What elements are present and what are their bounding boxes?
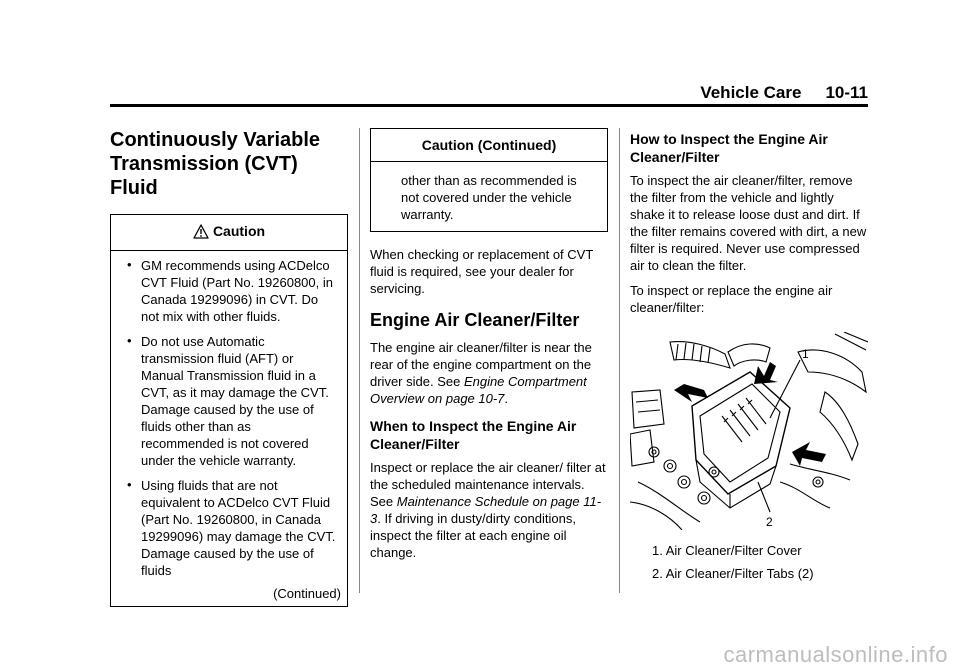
how-to-inspect-text: To inspect the air cleaner/filter, remove the filter from the vehicle and lightly shake it to release loose dust and dirt. If the filter remains covered with dirt, a new filter is required. Never use compressed air to clean the filter. bbox=[630, 173, 867, 273]
caution-item bbox=[125, 333, 337, 469]
cvt-title-line1: Continuously Variable bbox=[110, 129, 321, 151]
caution-continued-box bbox=[370, 128, 608, 232]
how-to-inspect-title: How to Inspect the Engine Air Cleaner/Filter bbox=[630, 131, 828, 165]
bullet-icon: • bbox=[127, 333, 132, 348]
when-to-inspect-title: When to Inspect the Engine Air Cleaner/Filter bbox=[370, 418, 577, 452]
engine-air-cleaner-title: Engine Air Cleaner/Filter bbox=[370, 310, 580, 330]
caption-item: 2. Air Cleaner/Filter Tabs (2) bbox=[652, 566, 814, 581]
caution-item-text: Using fluids that are not equivalent to ACDelco CVT Fluid (Part No. 19260800, in Canada 19299096) may damage the CVT. Damage caused by the use of fluids bbox=[141, 478, 336, 578]
location-text: The engine air cleaner/filter is near the rear of the engine compartment on the driver side. See bbox=[370, 340, 592, 389]
column-divider bbox=[619, 128, 620, 593]
caution-title-text: Caution bbox=[212, 223, 266, 239]
caution-list bbox=[111, 251, 347, 591]
header-section: Vehicle Care bbox=[700, 83, 802, 102]
location-end: . bbox=[504, 391, 509, 406]
figure-label-1: 1 bbox=[802, 347, 809, 361]
figure-caption-list bbox=[630, 542, 868, 582]
caution-continued-body: other than as recommended is not covered under the vehicle warranty. bbox=[401, 173, 577, 222]
header-page-number: 10-11 bbox=[825, 83, 868, 102]
air-cleaner-location-text bbox=[370, 339, 608, 407]
when-to-inspect-text bbox=[370, 459, 608, 561]
continued-label: (Continued) bbox=[273, 586, 341, 601]
cvt-fluid-title bbox=[110, 128, 348, 200]
caption-item: 1. Air Cleaner/Filter Cover bbox=[652, 543, 802, 558]
column-2 bbox=[370, 128, 608, 569]
maintenance-schedule-link[interactable]: Maintenance Schedule on page 11-3 bbox=[370, 494, 602, 526]
figure-label-2: 2 bbox=[766, 515, 773, 529]
caution-box-title bbox=[111, 215, 347, 251]
caution-item bbox=[125, 257, 337, 325]
air-cleaner-illustration bbox=[630, 332, 868, 530]
when-text: Inspect or replace the air cleaner/ filter at the scheduled maintenance intervals. See bbox=[370, 460, 606, 509]
when-end: . If driving in dusty/dirty conditions, inspect the filter at each engine oil change. bbox=[370, 511, 576, 560]
column-divider bbox=[359, 128, 360, 593]
engine-illustration-svg bbox=[630, 332, 868, 530]
cvt-title-line2: Transmission (CVT) Fluid bbox=[110, 153, 298, 199]
engine-compartment-link[interactable]: Engine Compartment Overview on page 10-7 bbox=[370, 374, 587, 406]
bullet-icon: • bbox=[127, 477, 132, 492]
caution-box bbox=[110, 214, 348, 607]
caution-item-text: Do not use Automatic transmission fluid (AFT) or Manual Transmission fluid in a CVT, as it may damage the CVT. Damage caused by the use of fluids other than as recommended is not covered under the vehicle warranty. bbox=[141, 334, 329, 468]
caution-item bbox=[125, 477, 337, 579]
bullet-icon: • bbox=[127, 257, 132, 272]
cvt-checking-text: When checking or replacement of CVT fluid is required, see your dealer for servicing. bbox=[370, 247, 594, 296]
watermark: carmanualsonline.info bbox=[723, 642, 948, 667]
column-3 bbox=[630, 128, 868, 588]
page-header bbox=[110, 84, 868, 107]
caution-continued-title: Caution (Continued) bbox=[371, 129, 607, 162]
header-text bbox=[700, 84, 868, 102]
replace-intro-text: To inspect or replace the engine air cleaner/filter: bbox=[630, 283, 833, 315]
column-1 bbox=[110, 128, 348, 607]
warning-triangle-icon bbox=[193, 224, 209, 242]
caution-item-text: GM recommends using ACDelco CVT Fluid (Part No. 19260800, in Canada 19299096) in CVT. Do not mix with other fluids. bbox=[141, 258, 333, 324]
